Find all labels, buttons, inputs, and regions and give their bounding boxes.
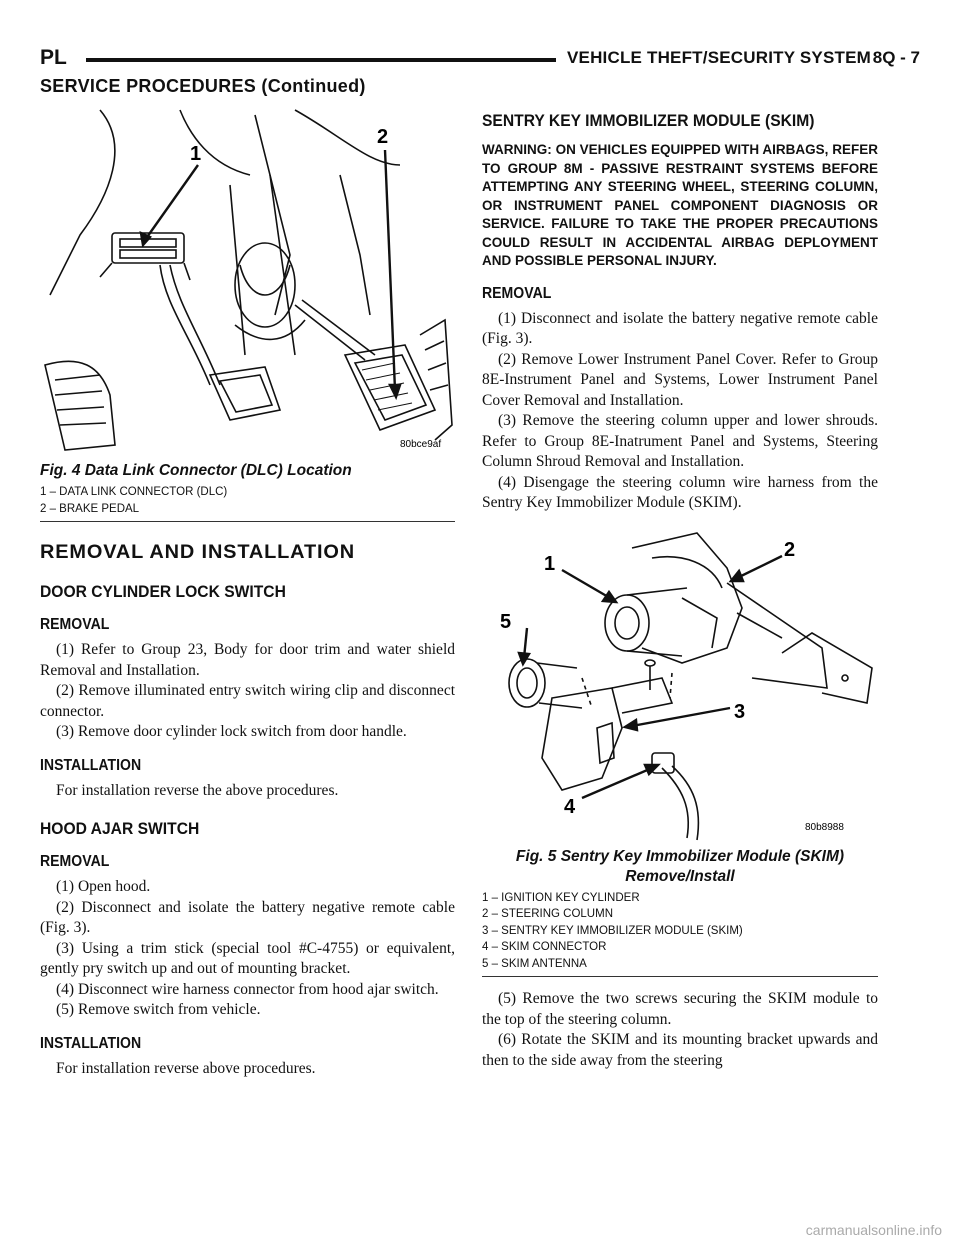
skim-illustration: [482, 528, 878, 846]
dlc-location-illustration: [40, 105, 455, 460]
fig4-code: 80bce9af: [400, 439, 442, 450]
skim-step-1: (1) Disconnect and isolate the battery negative remote cable (Fig. 3).: [482, 309, 878, 347]
fig5-caption-line2: Remove/Install: [625, 867, 735, 885]
heading-hood-removal: REMOVAL: [40, 853, 110, 870]
fig5-legend-2: 2 – STEERING COLUMN: [482, 908, 613, 920]
fig4-caption: Fig. 4 Data Link Connector (DLC) Location: [40, 462, 352, 479]
fig5-legend-3: 3 – SENTRY KEY IMMOBILIZER MODULE (SKIM): [482, 924, 743, 937]
left-column: [40, 105, 455, 1079]
fig5-legend-1: 1 – IGNITION KEY CYLINDER: [482, 891, 640, 904]
heading-door-cylinder: DOOR CYLINDER LOCK SWITCH: [40, 582, 286, 601]
section-continued-heading: SERVICE PROCEDURES (Continued): [40, 76, 366, 96]
heading-hood-ajar: HOOD AJAR SWITCH: [40, 819, 200, 838]
figure-5: [482, 528, 878, 978]
hood-step-1: (1) Open hood.: [56, 878, 151, 895]
airbag-warning: WARNING: ON VEHICLES EQUIPPED WITH AIRBAGS, REFER TO GROUP 8M - PASSIVE RESTRAINT SYSTEMS BEFORE ATTEMPTING ANY STEERING WHEEL, STEERING COLUMN, OR INSTRUMENT PANEL COMPONENT DIAGNOSIS OR SERVICE. FAILURE TO TAKE THE PROPER PRECAUTIONS COULD RESULT IN ACCIDENTAL AIRBAG DEPLOYMENT AND POSSIBLE PERSONAL INJURY.: [482, 142, 878, 268]
header-code: PL: [40, 46, 67, 69]
heading-skim-removal: REMOVAL: [482, 284, 552, 302]
header-title: VEHICLE THEFT/SECURITY SYSTEM: [567, 48, 871, 67]
fig4-rule: [40, 521, 455, 522]
heading-hood-installation: INSTALLATION: [40, 1034, 142, 1052]
heading-removal-installation: REMOVAL AND INSTALLATION: [40, 542, 355, 563]
fig4-callout-1: 1: [190, 143, 202, 165]
skim-step-6: (6) Rotate the SKIM and its mounting bracket upwards and then to the side away from the steering: [482, 1031, 878, 1069]
door-step-1: (1) Refer to Group 23, Body for door trim and water shield Removal and Installation.: [40, 641, 455, 679]
fig4-legend-1: 1 – DATA LINK CONNECTOR (DLC): [40, 486, 228, 498]
fig5-code: 80b8988: [805, 821, 844, 833]
figure-4: [40, 105, 455, 522]
heading-skim: SENTRY KEY IMMOBILIZER MODULE (SKIM): [482, 111, 815, 130]
fig5-legend-4: 4 – SKIM CONNECTOR: [482, 941, 607, 953]
fig5-callout-4: 4: [564, 795, 576, 818]
fig5-legend-5: 5 – SKIM ANTENNA: [482, 957, 587, 970]
door-install-text: For installation reverse the above procedures.: [56, 781, 339, 799]
fig5-callout-2: 2: [784, 538, 796, 561]
fig4-callout-2: 2: [377, 126, 389, 148]
hood-step-2: (2) Disconnect and isolate the battery negative remote cable (Fig. 3).: [40, 898, 455, 936]
right-column: [482, 105, 878, 1071]
header-rule: [86, 58, 556, 62]
fig5-callout-1: 1: [544, 552, 556, 575]
watermark: carmanualsonline.info: [805, 1222, 942, 1238]
heading-door-installation: INSTALLATION: [40, 756, 142, 774]
fig5-callout-5: 5: [500, 610, 512, 633]
fig5-callout-3: 3: [734, 700, 746, 723]
skim-step-4: (4) Disengage the steering column wire harness from the Sentry Key Immobilizer Module (SKIM).: [482, 473, 878, 511]
hood-step-5: (5) Remove switch from vehicle.: [56, 1001, 261, 1018]
hood-install-text: For installation reverse above procedures.: [56, 1059, 316, 1077]
skim-step-2: (2) Remove Lower Instrument Panel Cover. Refer to Group 8E-Instrument Panel and Systems, Lower Instrument Panel Cover Removal and Installation.: [482, 350, 878, 409]
fig5-rule: [482, 976, 878, 977]
fig4-legend-2: 2 – BRAKE PEDAL: [40, 502, 140, 515]
skim-step-5: (5) Remove the two screws securing the SKIM module to the top of the steering column.: [482, 990, 878, 1028]
hood-step-4: (4) Disconnect wire harness connector from hood ajar switch.: [56, 980, 439, 998]
door-step-3: (3) Remove door cylinder lock switch from door handle.: [56, 723, 407, 740]
hood-step-3: (3) Using a trim stick (special tool #C-4755) or equivalent, gently pry switch up and out of mounting bracket.: [40, 939, 455, 977]
skim-step-3: (3) Remove the steering column upper and lower shrouds. Refer to Group 8E-Inatrument Panel and Systems, Steering Column Shroud Removal and Installation.: [482, 412, 878, 470]
heading-door-removal: REMOVAL: [40, 616, 110, 633]
door-step-2: (2) Remove illuminated entry switch wiring clip and disconnect connector.: [40, 682, 455, 720]
page-number: 8Q - 7: [872, 48, 920, 67]
fig5-caption-line1: Fig. 5 Sentry Key Immobilizer Module (SKIM): [515, 847, 845, 865]
